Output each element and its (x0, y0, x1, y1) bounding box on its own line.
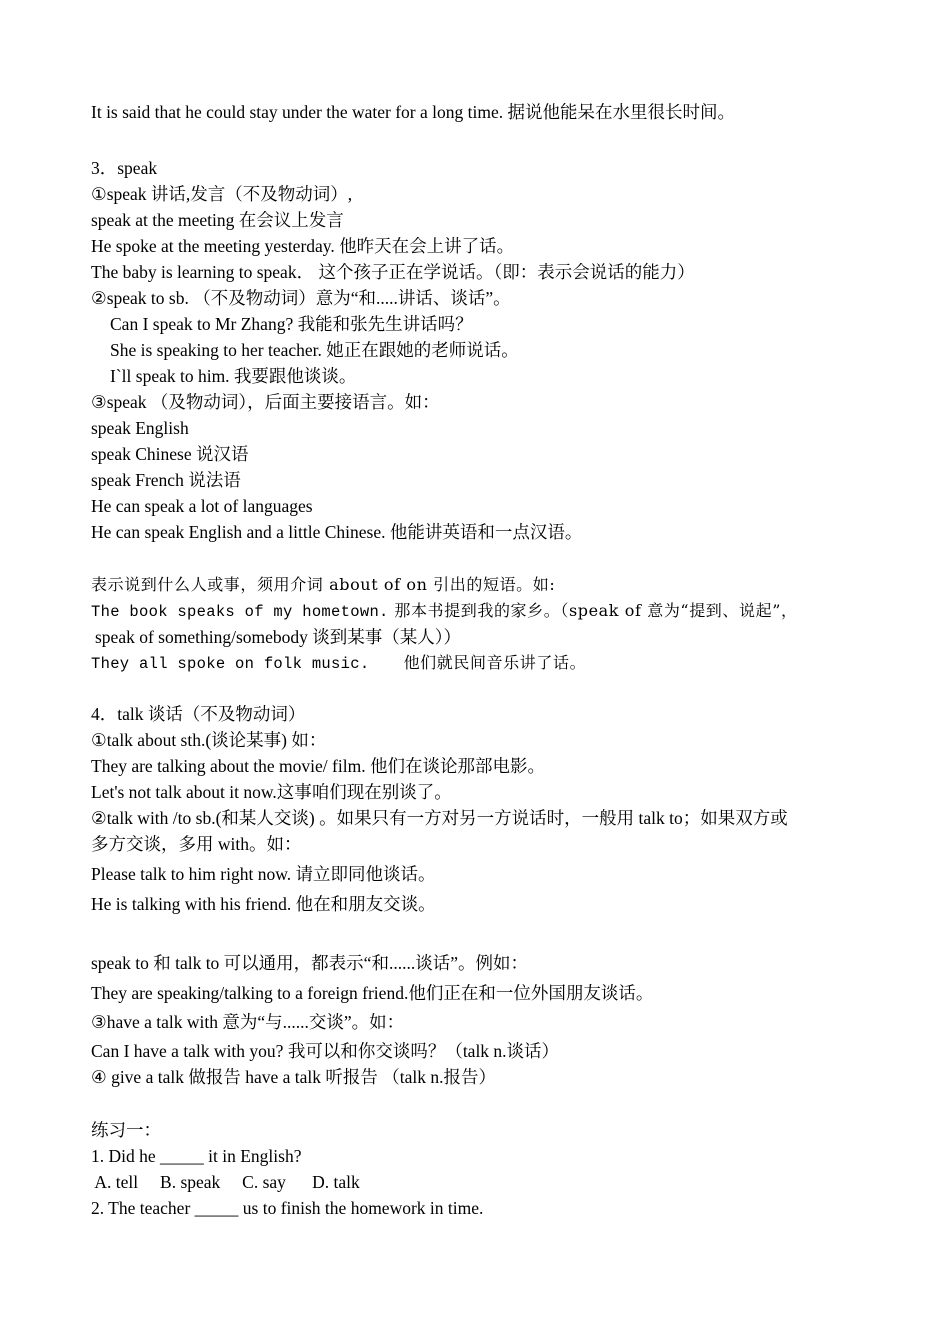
speak-point-1: ①speak 讲话,发言（不及物动词）, (91, 184, 353, 204)
example-line: I`ll speak to him. 我要跟他谈谈。 (110, 366, 357, 386)
speak-point-2: ②speak to sb. （不及物动词）意为“和.....讲话、谈话”。 (91, 288, 511, 308)
example-line: Can I speak to Mr Zhang? 我能和张先生讲话吗？ (110, 314, 473, 334)
exercise-heading: 练习一： (91, 1120, 161, 1140)
example-line: speak of something/somebody 谈到某事（某人）） (95, 627, 462, 647)
example-line: They are speaking/talking to a foreign friend.他们正在和一位外国朋友谈话。 (91, 983, 654, 1003)
example-line: She is speaking to her teacher. 她正在跟她的老师说话。 (110, 340, 519, 360)
exercise-question: 1. Did he _____ it in English? (91, 1146, 302, 1166)
example-translation: 他们就民间音乐讲了话。 (369, 653, 587, 672)
example-line: He is talking with his friend. 他在和朋友交谈。 (91, 894, 436, 914)
section-heading-talk: 4．talk 谈话（不及物动词） (91, 704, 306, 724)
example-line: Can I have a talk with you? 我可以和你交谈吗？（talk n.谈话） (91, 1041, 560, 1061)
usage-note: speak to 和 talk to 可以通用，都表示“和......谈话”。例如： (91, 953, 528, 973)
example-line: speak English (91, 418, 189, 438)
example-line: He can speak English and a little Chinese. 他能讲英语和一点汉语。 (91, 522, 583, 542)
talk-point-3: ③have a talk with 意为“与......交谈”。如： (91, 1012, 405, 1032)
section-heading-speak: 3．speak (91, 158, 158, 178)
example-line: The baby is learning to speak． 这个孩子正在学说话。（即：表示会说话的能力） (91, 262, 695, 282)
example-line: speak at the meeting 在会议上发言 (91, 210, 344, 230)
example-line: He spoke at the meeting yesterday. 他昨天在会上讲了话。 (91, 236, 515, 256)
talk-point-2: ②talk with /to sb.(和某人交谈) 。如果只有一方对另一方说话时，一般用 talk to；如果双方或 (91, 808, 788, 828)
example-line: They are talking about the movie/ film. 他们在谈论那部电影。 (91, 756, 545, 776)
example-line: speak Chinese 说汉语 (91, 444, 249, 464)
example-line: Please talk to him right now. 请立即同他谈话。 (91, 864, 436, 884)
example-english: They all spoke on folk music. (91, 655, 370, 673)
talk-point-2-continued: 多方交谈，多用 with。如： (91, 834, 302, 854)
example-translation: 那本书提到我的家乡。（speak of 意为“提到、说起”， (388, 601, 798, 620)
example-line: Let's not talk about it now.这事咱们现在别谈了。 (91, 782, 452, 802)
speak-point-3: ③speak （及物动词），后面主要接语言。如： (91, 392, 440, 412)
example-line: He can speak a lot of languages (91, 496, 313, 516)
preposition-note: 表示说到什么人或事，须用介词 about of on 引出的短语。如: (91, 575, 556, 594)
example-english: The book speaks of my hometown. (91, 603, 389, 621)
talk-point-4: ④ give a talk 做报告 have a talk 听报告 （talk n.报告） (91, 1067, 496, 1087)
intro-sentence: It is said that he could stay under the water for a long time. 据说他能呆在水里很长时间。 (91, 102, 735, 122)
exercise-options: A. tell B. speak C. say D. talk (91, 1172, 360, 1192)
exercise-question: 2. The teacher _____ us to finish the homework in time. (91, 1198, 484, 1218)
talk-point-1: ①talk about sth.(谈论某事) 如： (91, 730, 327, 750)
example-line: speak French 说法语 (91, 470, 241, 490)
example-line (91, 600, 798, 623)
example-line (91, 652, 586, 675)
